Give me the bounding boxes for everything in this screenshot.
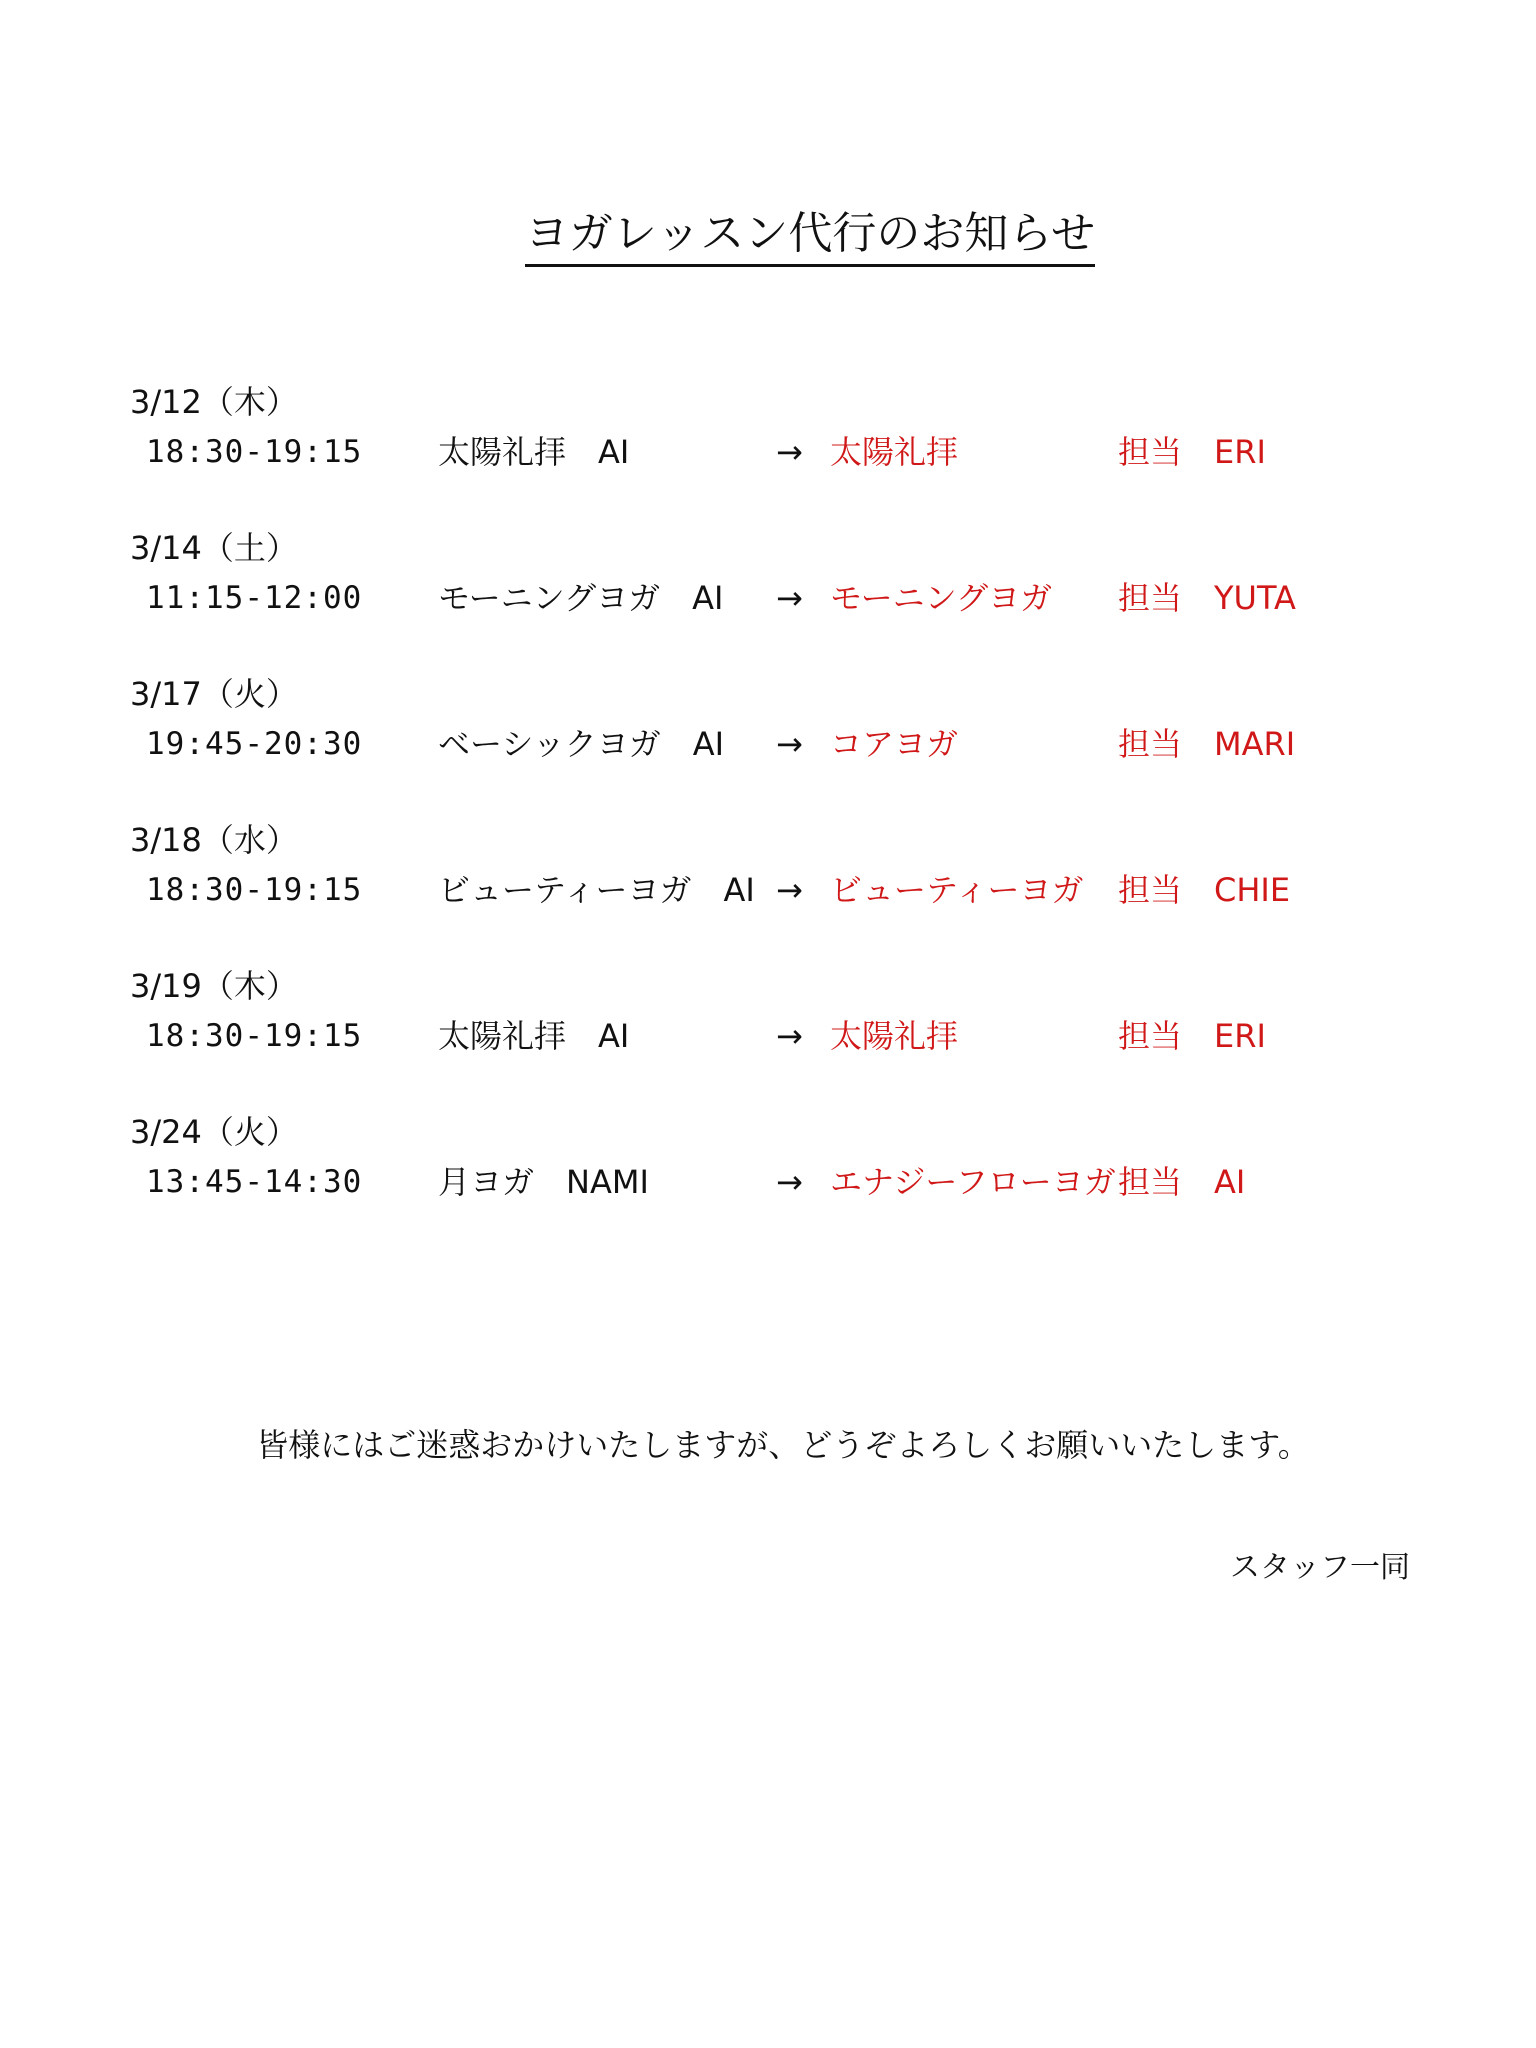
entry-original-class: ビューティーヨガ AI <box>438 871 755 909</box>
entry-substitute-class: ビューティーヨガ <box>830 871 1084 909</box>
entry-time: 18:30-19:15 <box>146 872 363 908</box>
entry-teacher: 担当 ERI <box>1118 1017 1266 1055</box>
signature: スタッフ一同 <box>1230 1550 1410 1585</box>
entry-date: 3/14（土） <box>130 529 298 567</box>
page-title <box>0 206 1536 267</box>
schedule-entry <box>0 528 1536 668</box>
entry-substitute-class: 太陽礼拝 <box>830 1017 959 1055</box>
entry-date: 3/24（火） <box>130 1113 298 1151</box>
schedule-entry <box>0 966 1536 1106</box>
entry-time: 18:30-19:15 <box>146 434 363 470</box>
entry-original-class: 太陽礼拝 AI <box>438 1017 630 1055</box>
entry-time: 19:45-20:30 <box>146 726 363 762</box>
entry-teacher: 担当 MARI <box>1118 725 1296 763</box>
entry-row <box>0 1160 1536 1204</box>
entry-row <box>0 868 1536 912</box>
entry-substitute-class: コアヨガ <box>830 725 959 763</box>
entry-substitute-class: モーニングヨガ <box>830 579 1053 617</box>
entry-original-class: モーニングヨガ AI <box>438 579 724 617</box>
arrow-icon: → <box>776 871 803 909</box>
entry-original-class: 月ヨガ NAMI <box>438 1163 649 1201</box>
schedule-entry <box>0 1112 1536 1252</box>
arrow-icon: → <box>776 725 803 763</box>
arrow-icon: → <box>776 1017 803 1055</box>
entry-date: 3/12（木） <box>130 383 298 421</box>
page-title-text: ヨガレッスン代行のお知らせ <box>525 206 1095 267</box>
entry-time: 18:30-19:15 <box>146 1018 363 1054</box>
entry-substitute-class: 太陽礼拝 <box>830 433 959 471</box>
entry-row <box>0 576 1536 620</box>
schedule-entry <box>0 674 1536 814</box>
entry-substitute-class: エナジーフローヨガ <box>830 1163 1116 1201</box>
entry-teacher: 担当 ERI <box>1118 433 1266 471</box>
entry-original-class: 太陽礼拝 AI <box>438 433 630 471</box>
entry-teacher: 担当 CHIE <box>1118 871 1291 909</box>
entry-time: 11:15-12:00 <box>146 580 363 616</box>
entry-date: 3/18（水） <box>130 821 298 859</box>
arrow-icon: → <box>776 1163 803 1201</box>
entry-row <box>0 430 1536 474</box>
entry-teacher: 担当 YUTA <box>1118 579 1296 617</box>
schedule-entry <box>0 382 1536 522</box>
apology-message: 皆様にはご迷惑おかけいたしますが、どうぞよろしくお願いいたします。 <box>256 1426 1310 1464</box>
entry-date: 3/19（木） <box>130 967 298 1005</box>
entry-teacher: 担当 AI <box>1118 1163 1246 1201</box>
entry-row <box>0 1014 1536 1058</box>
arrow-icon: → <box>776 433 803 471</box>
schedule-entry <box>0 820 1536 960</box>
entry-row <box>0 722 1536 766</box>
entry-original-class: ベーシックヨガ AI <box>438 725 725 763</box>
entry-date: 3/17（火） <box>130 675 298 713</box>
arrow-icon: → <box>776 579 803 617</box>
entry-time: 13:45-14:30 <box>146 1164 363 1200</box>
